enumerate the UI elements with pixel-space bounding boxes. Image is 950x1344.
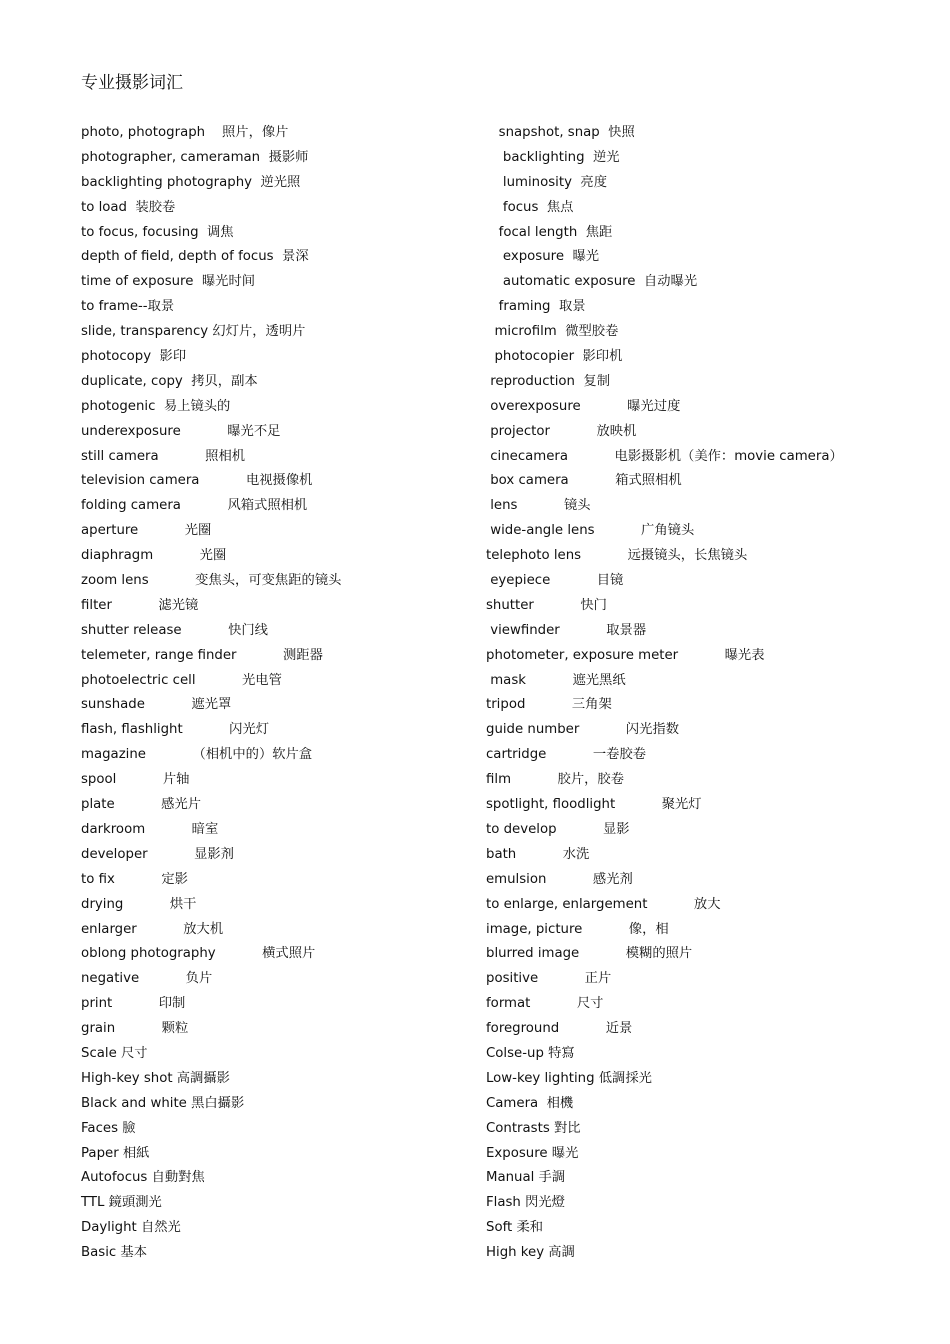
glossary-entry: projector 放映机 xyxy=(486,423,637,439)
glossary-entry: viewfinder 取景器 xyxy=(486,622,647,638)
glossary-entry: Contrasts 對比 xyxy=(486,1120,581,1136)
glossary-entry: drying 烘干 xyxy=(81,896,197,912)
glossary-entry: eyepiece 目镜 xyxy=(486,573,624,589)
glossary-entry: cinecamera 电影摄影机（美作：movie camera） xyxy=(486,448,843,464)
glossary-entry: to load 装胶卷 xyxy=(81,199,176,215)
glossary-entry: time of exposure 曝光时间 xyxy=(81,274,256,290)
glossary-entry: telephoto lens 远摄镜头，长焦镜头 xyxy=(486,548,748,564)
glossary-entry: overexposure 曝光过度 xyxy=(486,398,681,414)
glossary-entry: photographer, cameraman 摄影师 xyxy=(81,149,309,165)
glossary-entry: Basic 基本 xyxy=(81,1245,148,1261)
glossary-entry: folding camera 风箱式照相机 xyxy=(81,498,308,514)
glossary-entry: flash, flashlight 闪光灯 xyxy=(81,722,270,738)
glossary-entry: TTL 鏡頭測光 xyxy=(81,1195,162,1211)
glossary-entry: photogenic 易上镜头的 xyxy=(81,398,231,414)
glossary-entry: exposure 曝光 xyxy=(486,249,600,265)
glossary-entry: sunshade 遮光罩 xyxy=(81,697,232,713)
glossary-entry: to frame--取景 xyxy=(81,299,175,315)
glossary-entry: image, picture 像，相 xyxy=(486,921,669,937)
glossary-entry: positive 正片 xyxy=(486,971,612,987)
glossary-entry: slide, transparency 幻灯片，透明片 xyxy=(81,324,306,340)
glossary-entry: duplicate, copy 拷贝，副本 xyxy=(81,373,258,389)
glossary-entry: film 胶片，胶卷 xyxy=(486,772,625,788)
glossary-entry: focal length 焦距 xyxy=(486,224,613,240)
left-glossary-column xyxy=(81,121,481,1266)
glossary-entry: Soft 柔和 xyxy=(486,1220,544,1236)
glossary-entry: to fix 定影 xyxy=(81,871,188,887)
glossary-entry: plate 感光片 xyxy=(81,797,202,813)
glossary-entry: developer 显影剂 xyxy=(81,846,234,862)
glossary-entry: photometer, exposure meter 曝光表 xyxy=(486,647,765,663)
glossary-entry: Black and white 黑白攝影 xyxy=(81,1095,245,1111)
glossary-entry: Autofocus 自動對焦 xyxy=(81,1170,205,1186)
glossary-entry: focus 焦点 xyxy=(486,199,574,215)
glossary-entry: format 尺寸 xyxy=(486,996,604,1012)
glossary-entry: reproduction 复制 xyxy=(486,373,611,389)
glossary-entry: emulsion 感光剂 xyxy=(486,871,633,887)
glossary-entry: enlarger 放大机 xyxy=(81,921,224,937)
glossary-entry: wide-angle lens 广角镜头 xyxy=(486,523,695,539)
glossary-entry: spotlight, floodlight 聚光灯 xyxy=(486,797,702,813)
glossary-entry: print 印制 xyxy=(81,996,186,1012)
glossary-entry: Faces 臉 xyxy=(81,1120,136,1136)
glossary-entry: foreground 近景 xyxy=(486,1021,633,1037)
glossary-entry: darkroom 暗室 xyxy=(81,821,219,837)
glossary-entry: telemeter, range finder 测距器 xyxy=(81,647,323,663)
glossary-entry: grain 颗粒 xyxy=(81,1021,189,1037)
glossary-entry: lens 镜头 xyxy=(486,498,591,514)
glossary-entry: oblong photography 横式照片 xyxy=(81,946,316,962)
glossary-entry: shutter 快门 xyxy=(486,597,607,613)
glossary-entry: backlighting 逆光 xyxy=(486,149,620,165)
glossary-entry: High key 高調 xyxy=(486,1245,575,1261)
glossary-entry: automatic exposure 自动曝光 xyxy=(486,274,698,290)
glossary-entry: snapshot, snap 快照 xyxy=(486,125,635,140)
glossary-entry: aperture 光圈 xyxy=(81,523,212,539)
glossary-entry: television camera 电视摄像机 xyxy=(81,473,313,489)
glossary-entry: blurred image 模糊的照片 xyxy=(486,946,693,962)
glossary-entry: still camera 照相机 xyxy=(81,448,246,464)
glossary-entry: luminosity 亮度 xyxy=(486,174,607,190)
glossary-entry: box camera 箱式照相机 xyxy=(486,473,682,489)
glossary-entry: photocopier 影印机 xyxy=(486,349,623,365)
glossary-entry: bath 水洗 xyxy=(486,846,590,862)
glossary-entry: to focus, focusing 调焦 xyxy=(81,224,234,240)
glossary-entry: Low-key lighting 低調採光 xyxy=(486,1070,652,1086)
glossary-entry: photoelectric cell 光电管 xyxy=(81,672,282,688)
glossary-entry: microfilm 微型胶卷 xyxy=(486,324,619,340)
glossary-entry: framing 取景 xyxy=(486,299,586,315)
glossary-entry: Colse-up 特寫 xyxy=(486,1045,575,1061)
glossary-entry: zoom lens 变焦头，可变焦距的镜头 xyxy=(81,573,342,589)
glossary-entry: tripod 三角架 xyxy=(486,697,612,713)
glossary-entry: magazine （相机中的）软片盒 xyxy=(81,747,313,763)
glossary-entry: negative 负片 xyxy=(81,971,213,987)
glossary-entry: Daylight 自然光 xyxy=(81,1220,181,1236)
glossary-entry: backlighting photography 逆光照 xyxy=(81,174,301,190)
glossary-entry: Paper 相紙 xyxy=(81,1145,150,1161)
glossary-entry: to develop 显影 xyxy=(486,821,630,837)
glossary-entry: shutter release 快门线 xyxy=(81,622,268,638)
glossary-entry: Scale 尺寸 xyxy=(81,1045,148,1061)
right-glossary-column xyxy=(486,121,946,1266)
glossary-entry: filter 滤光镜 xyxy=(81,597,199,613)
glossary-entry: diaphragm 光圈 xyxy=(81,548,227,564)
glossary-entry: underexposure 曝光不足 xyxy=(81,423,281,439)
glossary-entry: photocopy 影印 xyxy=(81,349,187,365)
glossary-entry: guide number 闪光指数 xyxy=(486,722,679,738)
glossary-entry: depth of field, depth of focus 景深 xyxy=(81,249,309,265)
glossary-entry: spool 片轴 xyxy=(81,772,190,788)
glossary-entry: to enlarge, enlargement 放大 xyxy=(486,896,721,912)
glossary-entry: Manual 手調 xyxy=(486,1170,566,1186)
glossary-entry: cartridge 一卷胶卷 xyxy=(486,747,647,763)
document-title: 专业摄影词汇 xyxy=(81,73,183,93)
glossary-entry: Camera 相機 xyxy=(486,1095,574,1111)
glossary-entry: photo, photograph 照片，像片 xyxy=(81,125,289,140)
glossary-entry: Exposure 曝光 xyxy=(486,1145,579,1161)
glossary-entry: High-key shot 高調攝影 xyxy=(81,1070,230,1086)
glossary-entry: Flash 閃光燈 xyxy=(486,1195,565,1211)
glossary-entry: mask 遮光黑纸 xyxy=(486,672,626,688)
